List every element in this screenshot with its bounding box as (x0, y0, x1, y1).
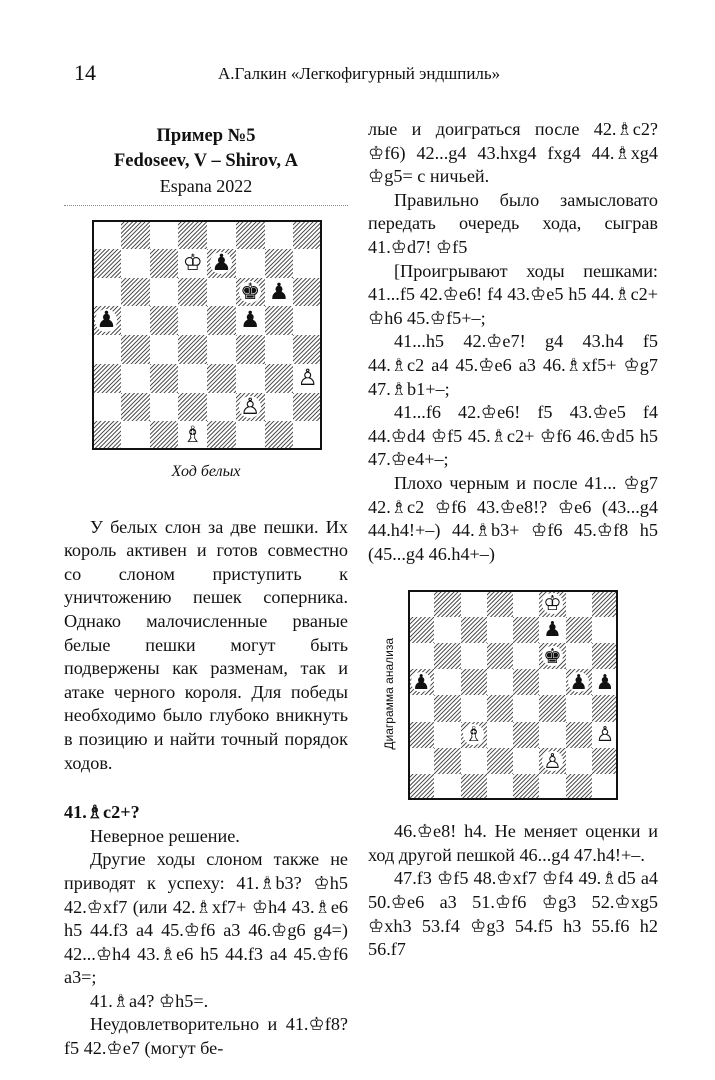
chess-piece-glyph: ♙ (543, 748, 562, 773)
analysis-paragraph: 41...f6 42.♔e6! f5 43.♔e5 f4 44.♔d4 ♔f5 45.♗c2+ ♔f6 46.♔d5 h5 47.♔e4+–; (368, 402, 658, 470)
chess-piece-black (236, 306, 265, 335)
chess-diagram-analysis (408, 590, 618, 800)
chess-piece-glyph: ♟ (268, 278, 289, 305)
chess-piece-glyph: ♔ (182, 249, 203, 276)
chess-piece-glyph: ♚ (240, 278, 261, 305)
verdict-text: Неверное решение. (90, 825, 240, 846)
chess-piece-black (92, 306, 121, 335)
right-column (368, 118, 658, 962)
chess-piece-white (236, 393, 265, 422)
chess-piece-glyph: ♙ (297, 364, 318, 391)
chess-piece-glyph: ♟ (543, 617, 562, 642)
analysis-diagram-block (382, 590, 615, 820)
analysis-paragraph: 47.f3 ♔f5 48.♔xf7 ♔f4 49.♗d5 a4 50.♔e6 a3 51.♔f6 ♔g3 52.♔xg5 ♔xh3 53.f4 ♔g3 54.f5 h3 55.f6 h2 56.f7 (368, 868, 658, 960)
analysis-paragraph: лые и доиграться после 42.♗c2? ♔f6) 42...g4 43.hxg4 fxg4 44.♗xg4 ♔g5= с ничьей. (368, 119, 658, 187)
analysis-paragraph: Правильно было замысловато передать очередь хода, сыграв 41.♔d7! ♔f5 (368, 189, 658, 257)
chess-piece-glyph: ♟ (240, 307, 261, 334)
analysis-paragraph: 46.♔e8! h4. Не меняет оценки и ход другой пешкой 46...g4 47.h4!+–. (368, 821, 658, 865)
chess-piece-glyph: ♙ (595, 722, 615, 747)
chess-piece-white (461, 722, 487, 748)
chess-piece-white (293, 364, 322, 393)
example-title: Пример №5 (156, 126, 256, 146)
chess-piece-glyph: ♗ (464, 722, 483, 747)
analysis-paragraph: 41.♗a4? ♔h5=. (90, 990, 209, 1011)
board-frame (408, 590, 618, 800)
game-players: Fedoseev, V – Shirov, A (113, 151, 298, 171)
analysis-paragraph: [Проигрывают ходы пешками: 41...f5 42.♔e6! f4 43.♔e5 h5 44.♗c2+ ♔h6 45.♔f5+–; (368, 260, 658, 328)
dotted-divider (64, 205, 348, 206)
analysis-paragraph: Другие ходы слоном также не приводят к успеху: 41.♗b3? ♔h5 42.♔xf7 (или 42.♗xf7+ ♔h4 43.♗e6 h5 44.f3 a4 45.♔f6 a3 46.♔g6 g4=) 42...♔h4 43.♗e6 h5 44.f3 a4 45.♔f6 a3=; (64, 849, 348, 988)
running-title: А.Галкин «Легкофигурный эндшпиль» (218, 64, 501, 83)
diagram-caption: Ход белых (171, 463, 241, 480)
chess-piece-black (539, 643, 565, 669)
move-heading: 41.♗c2+? (64, 802, 140, 823)
chess-piece-white (178, 421, 207, 450)
chess-piece-white (539, 590, 565, 616)
chess-piece-glyph: ♔ (543, 591, 562, 616)
chess-piece-glyph: ♚ (543, 643, 562, 668)
chess-piece-black (566, 669, 592, 695)
chess-piece-glyph: ♟ (211, 249, 232, 276)
chess-piece-glyph: ♗ (182, 422, 203, 449)
intro-paragraph: У белых слон за две пешки. Их король активен и готов совместно со слоном приступить к уничтожению пешек соперника. Однако малочисленные рваные белые пешки могут быть подвержены как разменам, так и атаке черного короля. Для победы необходимо было глубоко вникнуть в позицию и найти точный порядок ходов. (64, 516, 348, 773)
chess-piece-black (236, 278, 265, 307)
chess-piece-black (539, 617, 565, 643)
chess-piece-glyph: ♟ (96, 307, 117, 334)
analysis-paragraph: Неудовлетворительно и 41.♔f8? f5 42.♔e7 (могут бе- (64, 1014, 348, 1059)
chess-piece-glyph: ♟ (569, 669, 588, 694)
chess-diagram-main (92, 220, 322, 450)
page-number: 14 (74, 60, 96, 85)
chess-piece-glyph: ♟ (411, 669, 431, 694)
chess-piece-black (408, 669, 434, 695)
chess-piece-glyph: ♟ (595, 669, 615, 694)
analysis-paragraph: Плохо черным и после 41... ♔g7 42.♗c2 ♔f6 43.♔e8!? ♔e6 (43...g4 44.h4!+–) 44.♗b3+ ♔f6 45.♔f8 h5 (45...g4 46.h4+–) (368, 472, 658, 564)
chess-piece-white (178, 249, 207, 278)
analysis-diagram-label: Диаграмма анализа (382, 638, 397, 750)
chess-piece-glyph: ♙ (240, 393, 261, 420)
analysis-paragraph: 41...h5 42.♔e7! g4 43.h4 f5 44.♗c2 a4 45.♔e6 a3 46.♗xf5+ ♔g7 47.♗b1+–; (368, 331, 658, 399)
game-event: Espana 2022 (159, 176, 253, 196)
chess-piece-black (207, 249, 236, 278)
chess-piece-black (265, 278, 294, 307)
chess-piece-black (592, 669, 618, 695)
left-column (64, 118, 348, 1061)
chess-piece-white (539, 748, 565, 774)
chess-piece-white (592, 722, 618, 748)
